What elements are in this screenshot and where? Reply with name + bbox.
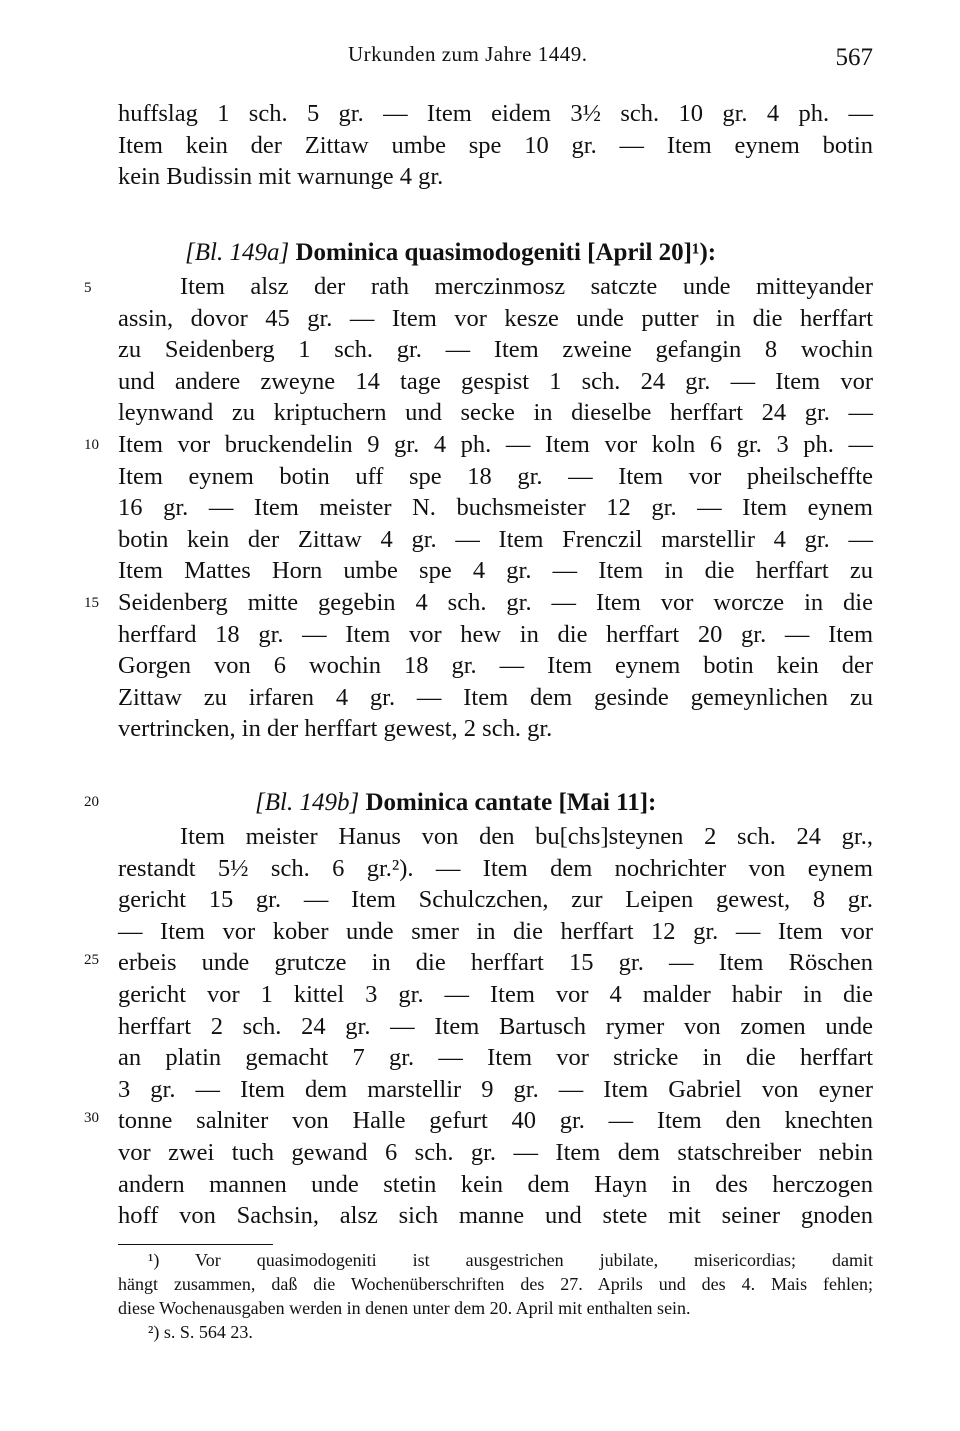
text-line: Item kein der Zittaw umbe spe 10 gr. — Item eynem botin xyxy=(118,131,873,159)
page-header xyxy=(118,42,873,82)
text-line: kein Budissin mit warnunge 4 gr. xyxy=(118,163,444,191)
text-line: und andere zweyne 14 tage gespist 1 sch. 24 gr. — Item vor xyxy=(118,367,873,395)
text-line: Item eynem botin uff spe 18 gr. — Item vor pheilscheffte xyxy=(118,462,873,490)
margin-line-number: 5 xyxy=(84,280,92,296)
text-line: Item vor bruckendelin 9 gr. 4 ph. — Item vor koln 6 gr. 3 ph. — xyxy=(118,430,873,458)
text-line: 16 gr. — Item meister N. buchsmeister 12 gr. — Item eynem xyxy=(118,494,873,522)
text-line: Gorgen von 6 wochin 18 gr. — Item eynem botin kein der xyxy=(118,652,873,680)
text-line: gericht vor 1 kittel 3 gr. — Item vor 4 malder habir in die xyxy=(118,980,873,1008)
margin-line-number: 30 xyxy=(84,1110,99,1126)
text-line: 3 gr. — Item dem marstellir 9 gr. — Item Gabriel von eyner xyxy=(118,1075,873,1103)
text-line: — Item vor kober unde smer in die herffart 12 gr. — Item vor xyxy=(118,917,873,945)
section-title: Dominica quasimodogeniti [April 20]¹): xyxy=(295,239,717,266)
footnote-line: hängt zusammen, daß die Wochenüberschriften des 27. Aprils und des 4. Mais fehlen; xyxy=(118,1274,873,1294)
paragraph-1 xyxy=(118,98,873,193)
text-line: Seidenberg mitte gegebin 4 sch. gr. — Item vor worcze in die xyxy=(118,588,873,616)
text-line: Zittaw zu irfaren 4 gr. — Item dem gesinde gemeynlichen zu xyxy=(118,683,873,711)
text-line: andern mannen unde stetin kein dem Hayn in des herczogen xyxy=(118,1170,873,1198)
paragraph-3 xyxy=(118,821,873,1232)
text-line: Item alsz der rath merczinmosz satczte unde mitteyander xyxy=(180,273,873,300)
folio-reference: [Bl. 149a] xyxy=(185,239,290,266)
footnotes xyxy=(118,1248,873,1344)
section-heading-1 xyxy=(185,237,716,269)
text-line: botin kein der Zittaw 4 gr. — Item Frenczil marstellir 4 gr. — xyxy=(118,525,873,553)
text-line: an platin gemacht 7 gr. — Item vor stricke in die herffart xyxy=(118,1044,873,1072)
section-heading-2 xyxy=(255,787,656,819)
text-line: huffslag 1 sch. 5 gr. — Item eidem 3½ sch. 10 gr. 4 ph. — xyxy=(118,100,873,127)
text-line: erbeis unde grutcze in die herffart 15 gr. — Item Röschen xyxy=(118,949,873,977)
folio-reference: [Bl. 149b] xyxy=(255,789,360,816)
running-title: Urkunden zum Jahre 1449. xyxy=(348,42,588,66)
text-line: Item meister Hanus von den bu[chs]steynen 2 sch. 24 gr., xyxy=(180,823,873,850)
page-number: 567 xyxy=(835,44,873,71)
footnote-rule xyxy=(118,1244,273,1245)
footnote-line: ²) s. S. 564 23. xyxy=(148,1322,253,1342)
margin-line-number: 15 xyxy=(84,595,99,611)
footnote-line: diese Wochenausgaben werden in denen unter dem 20. April mit enthalten sein. xyxy=(118,1298,691,1318)
text-line: herffard 18 gr. — Item vor hew in die herffart 20 gr. — Item xyxy=(118,620,873,648)
margin-line-number: 20 xyxy=(84,794,99,810)
text-line: zu Seidenberg 1 sch. gr. — Item zweine gefangin 8 wochin xyxy=(118,336,873,364)
text-line: vertrincken, in der herffart gewest, 2 sch. gr. xyxy=(118,715,553,743)
section-title: Dominica cantate [Mai 11]: xyxy=(365,789,657,816)
text-line: tonne salniter von Halle gefurt 40 gr. — Item den knechten xyxy=(118,1107,873,1135)
text-line: vor zwei tuch gewand 6 sch. gr. — Item dem statschreiber nebin xyxy=(118,1138,873,1166)
margin-line-number: 10 xyxy=(84,437,99,453)
text-line: hoff von Sachsin, alsz sich manne und stete mit seiner gnoden xyxy=(118,1202,873,1230)
footnote-line: ¹) Vor quasimodogeniti ist ausgestrichen jubilate, misericordias; damit xyxy=(148,1250,873,1270)
text-line: restandt 5½ sch. 6 gr.²). — Item dem nochrichter von eynem xyxy=(118,854,873,882)
text-line: gericht 15 gr. — Item Schulczchen, zur Leipen gewest, 8 gr. xyxy=(118,886,873,914)
paragraph-2 xyxy=(118,271,873,745)
text-line: herffart 2 sch. 24 gr. — Item Bartusch rymer von zomen unde xyxy=(118,1012,873,1040)
text-line: Item Mattes Horn umbe spe 4 gr. — Item in die herffart zu xyxy=(118,557,873,585)
margin-line-number: 25 xyxy=(84,952,99,968)
text-line: leynwand zu kriptuchern und secke in dieselbe herffart 24 gr. — xyxy=(118,399,873,427)
text-line: assin, dovor 45 gr. — Item vor kesze unde putter in die herffart xyxy=(118,304,873,332)
